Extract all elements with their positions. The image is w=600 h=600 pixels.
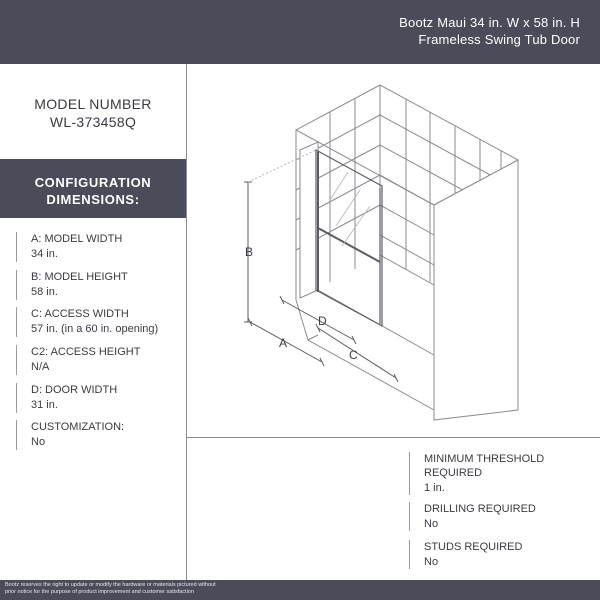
- model-block: [0, 95, 186, 131]
- dimension-label-c: C: [349, 348, 358, 362]
- footer-disclaimer: [5, 582, 275, 596]
- requirement-label: DRILLING REQUIRED: [424, 503, 536, 515]
- requirement-value: No: [424, 518, 439, 530]
- dimension-label-a: A: [279, 336, 288, 350]
- spec-value: 58 in.: [31, 286, 58, 298]
- spec-value: 57 in. (in a 60 in. opening): [31, 323, 159, 335]
- requirement-label: STUDS REQUIRED: [424, 541, 523, 553]
- spec-label: CUSTOMIZATION:: [31, 421, 125, 433]
- requirement-label-line2: REQUIRED: [424, 467, 483, 479]
- requirement-threshold: [409, 452, 584, 495]
- dimension-label-d: D: [318, 314, 327, 328]
- configuration-banner: [0, 159, 186, 218]
- configuration-banner-line1: CONFIGURATION: [34, 175, 152, 190]
- spec-access-width: [16, 307, 191, 337]
- requirement-value: 1 in.: [424, 482, 445, 494]
- footer-disclaimer-line1: Bootz reserves the right to update or modify the hardware or materials pictured without: [5, 582, 216, 588]
- spec-customization: [16, 420, 191, 450]
- spec-label: B: MODEL HEIGHT: [31, 271, 128, 283]
- spec-model-height: [16, 270, 191, 300]
- product-title: [399, 14, 580, 48]
- requirement-label: MINIMUM THRESHOLD: [424, 453, 545, 465]
- requirement-studs: [409, 540, 584, 569]
- footer-disclaimer-line2: prior notice for the purpose of product improvement and customer satisfaction: [5, 589, 194, 595]
- tub-door-diagram: [187, 65, 600, 437]
- spec-value: 34 in.: [31, 248, 58, 260]
- spec-label: A: MODEL WIDTH: [31, 233, 123, 245]
- footer-bar: [0, 580, 600, 600]
- dimension-label-b: B: [245, 245, 254, 259]
- spec-door-width: [16, 383, 191, 413]
- horizontal-divider: [186, 437, 600, 438]
- product-title-line1: Bootz Maui 34 in. W x 58 in. H: [399, 15, 580, 30]
- requirement-value: No: [424, 556, 439, 568]
- configuration-banner-line2: DIMENSIONS:: [46, 192, 140, 207]
- spec-label: C: ACCESS WIDTH: [31, 308, 129, 320]
- spec-label: D: DOOR WIDTH: [31, 384, 118, 396]
- requirement-drilling: [409, 502, 584, 531]
- model-number-label: MODEL NUMBER: [34, 96, 152, 112]
- model-number-value: WL-373458Q: [49, 114, 137, 130]
- spec-access-height: [16, 345, 191, 375]
- spec-value: No: [31, 436, 46, 448]
- header-bar: [0, 0, 600, 64]
- spec-model-width: [16, 232, 191, 262]
- spec-value: 31 in.: [31, 399, 58, 411]
- spec-value: N/A: [31, 361, 50, 373]
- spec-label: C2: ACCESS HEIGHT: [31, 346, 141, 358]
- product-title-line2: Frameless Swing Tub Door: [418, 32, 580, 47]
